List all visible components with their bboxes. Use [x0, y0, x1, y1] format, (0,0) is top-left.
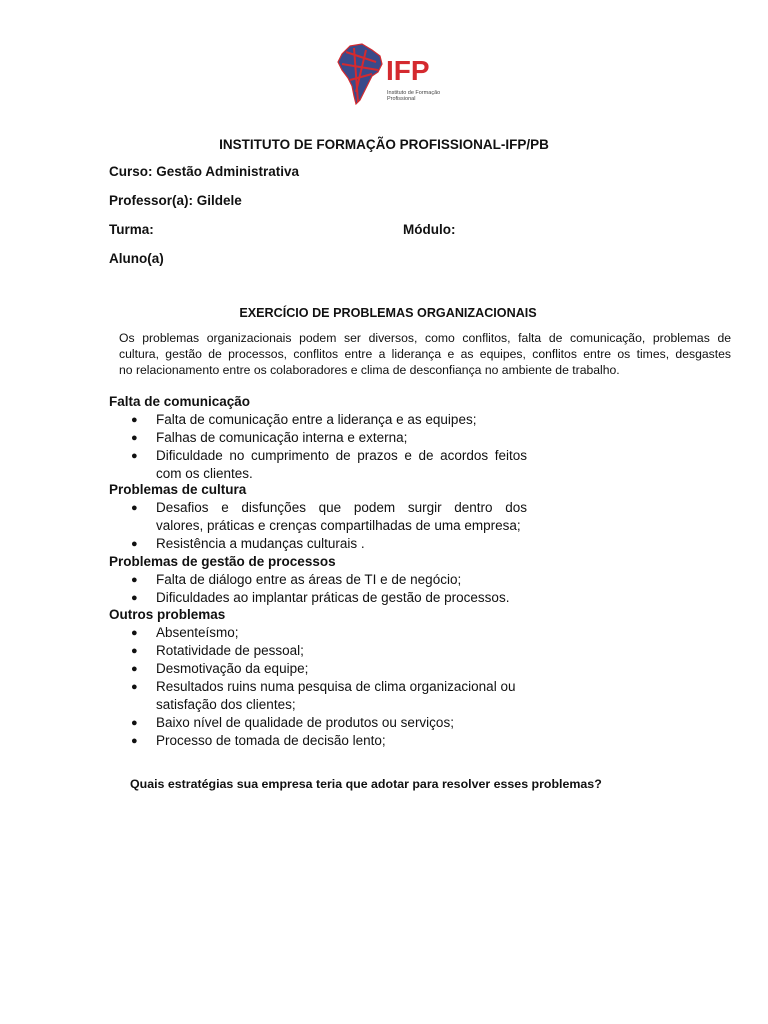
course-field: Curso: Gestão Administrativa — [109, 164, 300, 179]
section-title: Problemas de gestão de processos — [109, 554, 336, 569]
bullet-icon: ● — [131, 663, 138, 675]
list-item: ● Processo de tomada de decisão lento; — [131, 733, 386, 748]
intro-paragraph — [119, 330, 731, 379]
bullet-icon: ● — [131, 717, 138, 729]
list-item: ● Dificuldade no cumprimento de prazos e de acordos feitos com os clientes. — [131, 448, 527, 481]
exercise-title: EXERCÍCIO DE PROBLEMAS ORGANIZACIONAIS — [239, 306, 537, 320]
bullet-icon: ● — [131, 681, 138, 693]
section-other-problems — [109, 606, 549, 750]
bullet-icon: ● — [131, 627, 138, 639]
exercise-question: Quais estratégias sua empresa teria que adotar para resolver esses problemas? — [130, 777, 602, 791]
intro-line: no relacionamento entre os colaboradores e clima de desconfiança no ambiente de trabalho. — [119, 363, 620, 378]
bullet-icon: ● — [131, 432, 138, 444]
section-culture — [109, 481, 549, 553]
list-item: ● Resistência a mudanças culturais . — [131, 536, 365, 551]
bullet-list — [109, 499, 549, 553]
logo-text: IFP — [386, 55, 430, 86]
intro-line: Os problemas organizacionais podem ser diversos, como conflitos, falta de comunicação, problemas de — [119, 331, 731, 345]
list-item: ● Desafios e disfunções que podem surgir dentro dos valores, práticas e crenças compartilhadas de uma empresa; — [131, 500, 527, 533]
section-communication — [109, 393, 549, 483]
list-item: ● Falhas de comunicação interna e externa; — [131, 430, 408, 445]
list-item: ● Baixo nível de qualidade de produtos ou serviços; — [131, 715, 454, 730]
bullet-icon: ● — [131, 645, 138, 657]
section-title: Problemas de cultura — [109, 482, 247, 497]
svg-text:Instituto de Formação: Instituto de Formação — [387, 90, 441, 96]
ifp-logo — [336, 42, 446, 106]
bullet-list — [109, 571, 549, 607]
bullet-icon: ● — [131, 574, 138, 586]
section-process-management — [109, 553, 549, 607]
list-item: ● Falta de diálogo entre as áreas de TI e de negócio; — [131, 572, 462, 587]
bullet-icon: ● — [131, 592, 138, 604]
section-title: Falta de comunicação — [109, 394, 251, 409]
list-item: ● Falta de comunicação entre a liderança e as equipes; — [131, 412, 477, 427]
bullet-icon: ● — [131, 538, 138, 550]
institution-title: INSTITUTO DE FORMAÇÃO PROFISSIONAL-IFP/PB — [219, 137, 549, 152]
module-field-label: Módulo: — [403, 222, 456, 237]
list-item: ● Absenteísmo; — [131, 625, 239, 640]
class-field-label: Turma: — [109, 222, 154, 237]
bullet-icon: ● — [131, 735, 138, 747]
section-title: Outros problemas — [109, 607, 226, 622]
bullet-icon: ● — [131, 450, 138, 462]
bullet-icon: ● — [131, 414, 138, 426]
teacher-field: Professor(a): Gildele — [109, 193, 242, 208]
bullet-list — [109, 624, 549, 750]
list-item: ● Rotatividade de pessoal; — [131, 643, 304, 658]
south-america-map-icon — [336, 42, 446, 106]
intro-line: cultura, gestão de processos, conflitos entre a liderança e as equipes, conflitos entre os times, desgastes — [119, 347, 731, 362]
bullet-icon: ● — [131, 502, 138, 514]
bullet-list — [109, 411, 549, 483]
list-item: ● Resultados ruins numa pesquisa de clima organizacional ou satisfação dos clientes; — [131, 679, 516, 712]
student-field-label: Aluno(a) — [109, 251, 164, 266]
svg-text:Profissional: Profissional — [387, 96, 416, 102]
list-item: ● Dificuldades ao implantar práticas de gestão de processos. — [131, 590, 510, 605]
list-item: ● Desmotivação da equipe; — [131, 661, 309, 676]
